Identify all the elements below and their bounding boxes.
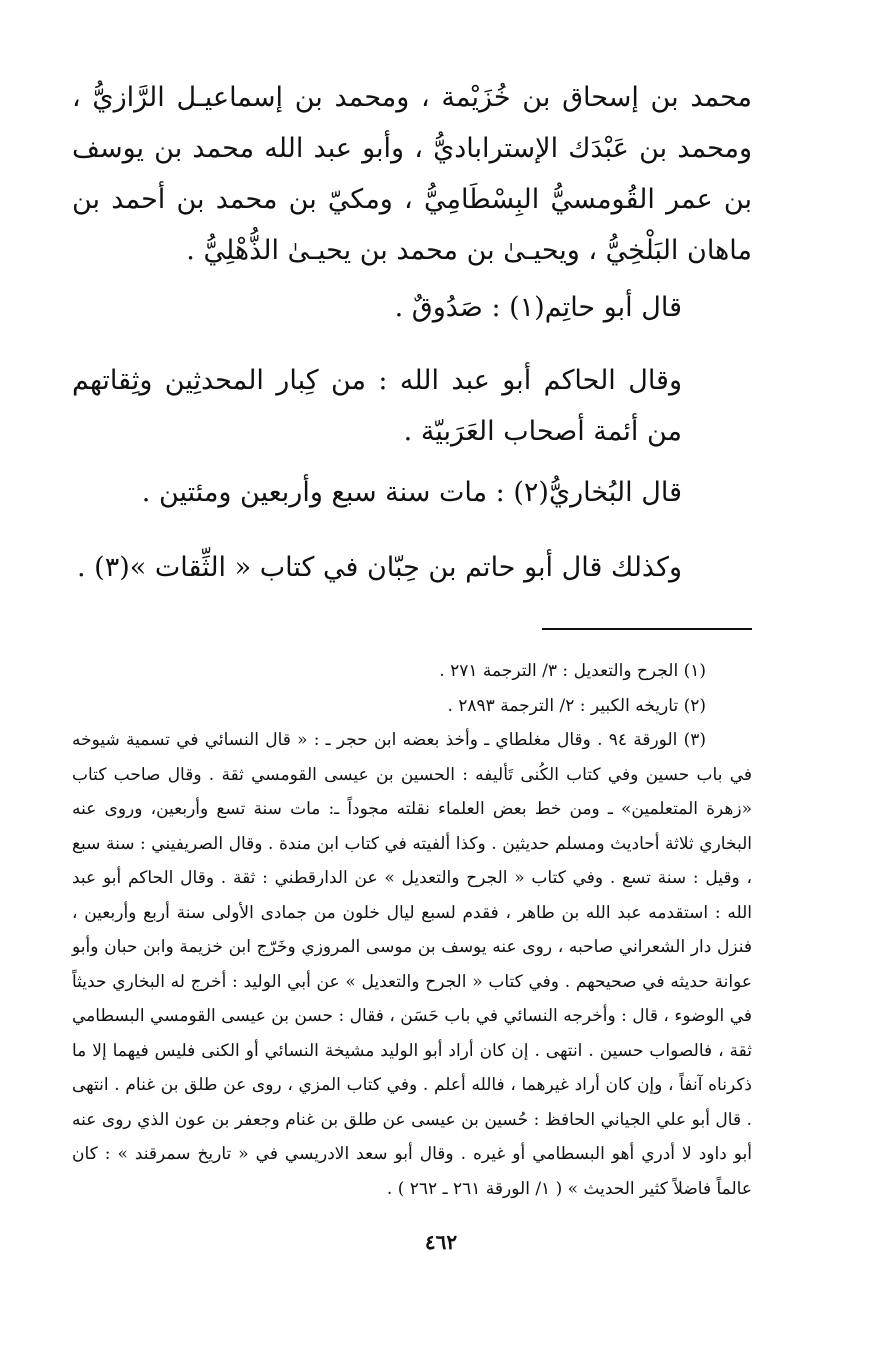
footnotes-section [72, 654, 752, 1206]
footnote-1: (١) الجرح والتعديل : ٣/ الترجمة ٢٧١ . [439, 661, 706, 681]
footnote-2: (٢) تاريخه الكبير : ٢/ الترجمة ٢٨٩٣ . [447, 695, 706, 716]
page-number: ٤٦٢ [424, 1230, 458, 1254]
main-paragraph-narrators: محمد بن إسحاق بن خُزَيْمة ، ومحمد بن إسماعيـل الرَّازيُّ ، ومحمد بن عَبْدَك الإستراباديُّ ، وأبو عبد الله محمد بن يوسف بن عمر القُومسيُّ البِسْطَامِيُّ ، ومكيّ بن محمد بن أحمد بن ماهان البَلْخِيُّ ، ويحيـىٰ بن محمد بن يحيـىٰ الذُّهْلِيُّ . [72, 82, 752, 266]
footnote-3: (٣) الورقة ٩٤ . وقال مغلطاي ـ وأخذ بعضه ابن حجر ـ : « قال النسائي في تسمية شيوخه في باب حسين وفي كتاب الكُنى تَأليفه : الحسين بن عيسى القومسي ثقة . وقال صاحب كتاب «زهرة المتعلمين» ـ ومن خط بعض العلماء نقلته مجوداً ـ: مات سنة تسع وأربعين، وروى عنه البخاري ثلاثة أحاديث ومسلم حديثين . وكذا ألفيته في كتاب ابن مندة . وقال الصريفيني : سنة سبع ، وقيل : سنة تسع . وفي كتاب « الجرح والتعديل » عن الدارقطني : ثقة . وقال الحاكم أبو عبد الله : استقدمه عبد الله بن طاهر ، فقدم لسبع ليال خلون من جمادى الأولى سنة أربع وأربعين ، فنزل دار الشعراني صاحبه ، روى عنه يوسف بن موسى المروزي وخَرّج ابن خزيمة وابن حبان وأبو عوانة حديثه في صحيحهم . وفي كتاب « الجرح والتعديل » عن أبي الوليد : أخرج له البخاري حديثاً في الوضوء ، قال : وأخرجه النسائي في باب حَسَن ، فقال : حسن بن عيسى القومسي البسطامي ثقة ، فالصواب حسين . انتهى . إن كان أراد أبو الوليد مشيخة النسائي أو الكنى فليس فيهما إلا ما ذكرناه آنفاً ، وإن كان أراد غيرهما ، فالله أعلم . وفي كتاب المزي ، روى عن طلق بن غنام . انتهى . قال أبو علي الجياني الحافظ : حُسين بن عيسى عن طلق بن غنام وجعفر بن عون الذي روى عنه أبو داود لا أدري أهو البسطامي أو غيره . وقال أبو سعد الادريسي في « تاريخ سمرقند » : كان عالماً فاضلاً كثير الحديث » ( ١/ الورقة ٢٦١ ـ ٢٦٢ ) . [72, 730, 752, 1199]
main-paragraph-ibn-hibban: وكذلك قال أبو حاتم بن حِبّان في كتاب « الثِّقات »(٣) . [77, 552, 682, 583]
footnote-separator [542, 628, 752, 630]
main-paragraph-bukhari: قال البُخاريُّ(٢) : مات سنة سبع وأربعين ومئتين . [141, 477, 682, 508]
main-paragraph-abu-hatim: قال أبو حاتِم(١) : صَدُوقٌ . [394, 292, 682, 323]
main-paragraph-al-hakim: وقال الحاكم أبو عبد الله : من كِبار المحدثِين وثِقاتهم من أئمة أصحاب العَرَبيّة . [72, 365, 682, 447]
main-text-body [72, 72, 752, 593]
